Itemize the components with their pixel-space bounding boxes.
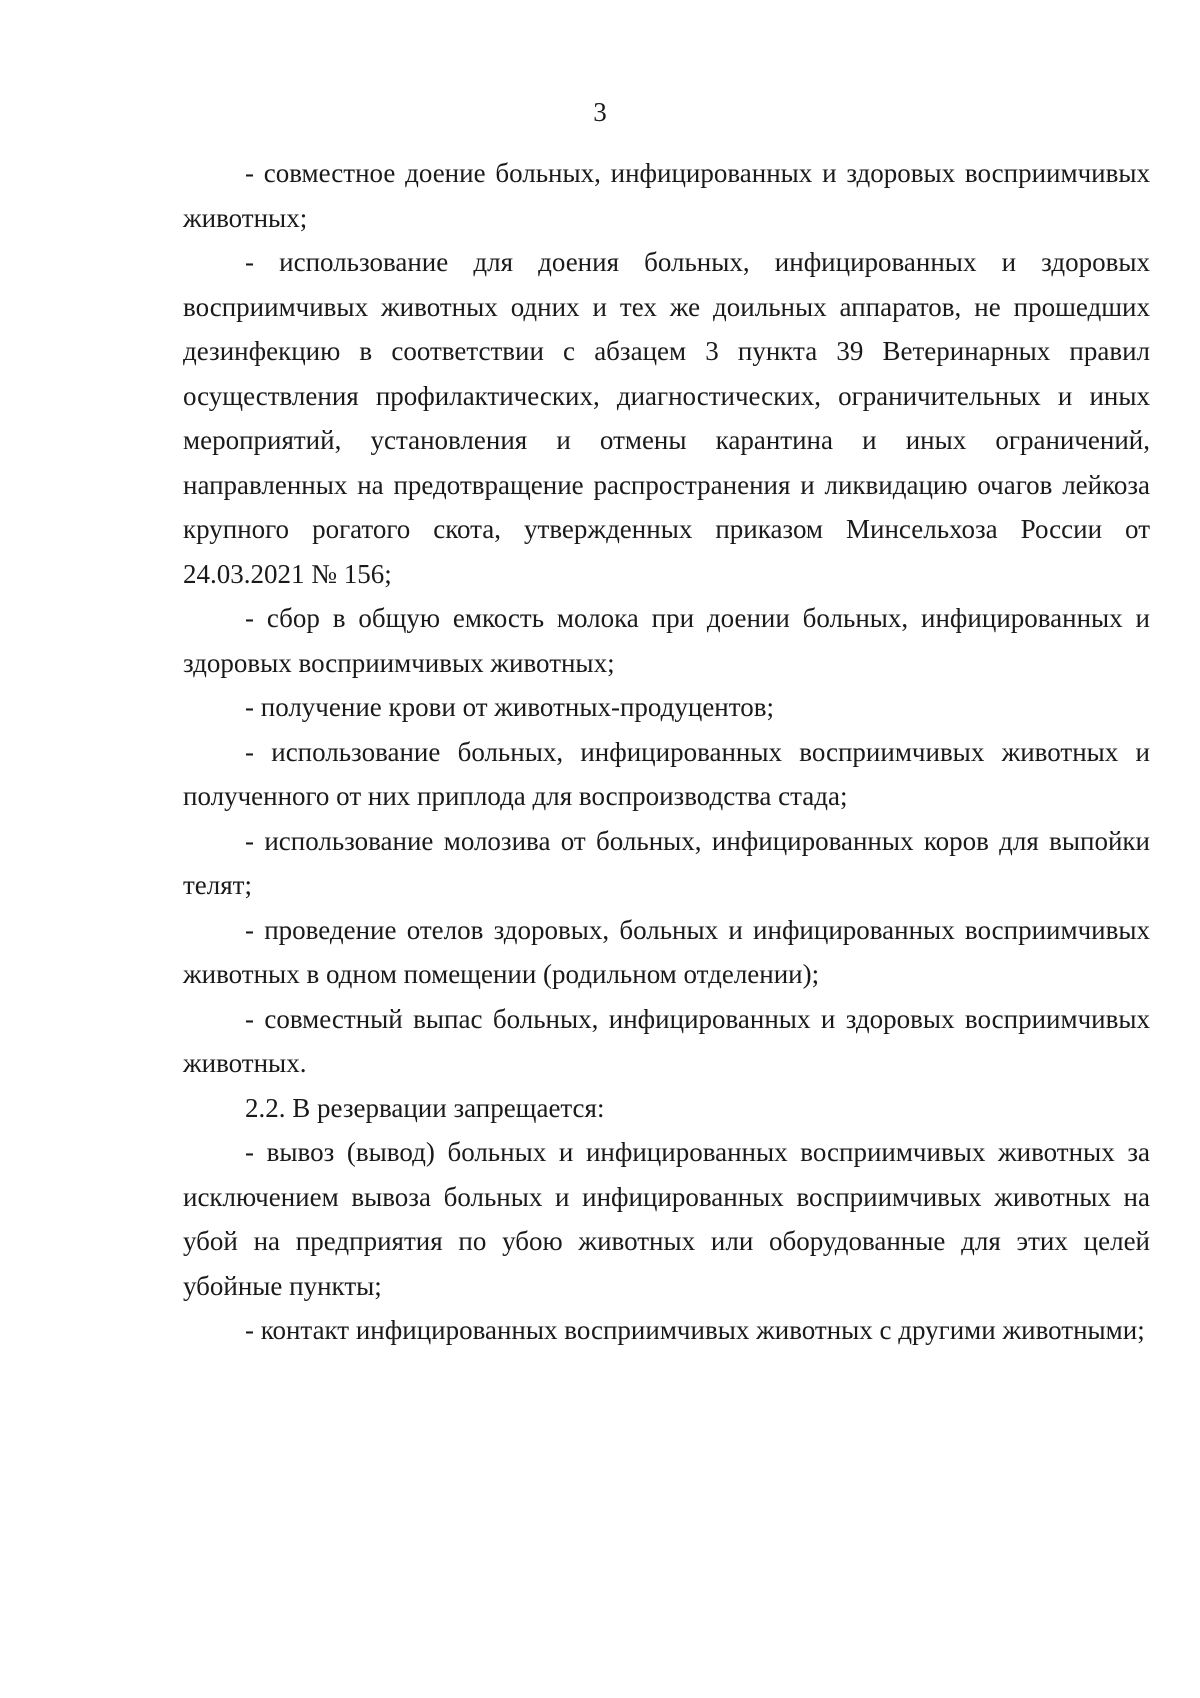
paragraph-colostrum: - использование молозива от больных, инфицированных коров для выпойки телят; [183,825,1150,900]
paragraph-milk-collection: - сбор в общую емкость молока при доении больных, инфицированных и здоровых восприимчивых животных; [183,603,1150,678]
section-heading-2-2: 2.2. В резервации запрещается: [245,1092,605,1123]
paragraph-herd-reproduction: - использование больных, инфицированных восприимчивых животных и полученного от них приплода для воспроизводства стада; [183,736,1150,811]
paragraph-animal-contact: - контакт инфицированных восприимчивых животных с другими животными; [245,1315,1145,1345]
paragraph-animal-removal: - вывоз (вывод) больных и инфицированных восприимчивых животных за исключением вывоза больных и инфицированных восприимчивых животных на убой на предприятия по убою животных или оборудованные для этих целей убойные пункты; [183,1137,1150,1301]
paragraph-calving: - проведение отелов здоровых, больных и инфицированных восприимчивых животных в одном помещении (родильном отделении); [183,914,1150,989]
paragraph-milking-equipment: - использование для доения больных, инфицированных и здоровых восприимчивых животных одних и тех же доильных аппаратов, не прошедших дезинфекцию в соответствии с абзацем 3 пункта 39 Ветеринарных правил осуществления профилактических, диагностических, ограничительных и иных мероприятий, установления и отмены карантина и иных ограничений, направленных на предотвращение распространения и ликвидацию очагов лейкоза крупного рогатого скота, утвержденных приказом Минсельхоза России от 24.03.2021 № 156; [183,247,1150,589]
paragraph-joint-milking: - совместное доение больных, инфицированных и здоровых восприимчивых животных; [183,158,1150,233]
document-body [183,151,1150,1353]
paragraph-joint-grazing: - совместный выпас больных, инфицированных и здоровых восприимчивых животных. [183,1003,1150,1078]
page-number: 3 [593,97,607,127]
paragraph-blood-collection: - получение крови от животных-продуцентов; [245,692,774,722]
